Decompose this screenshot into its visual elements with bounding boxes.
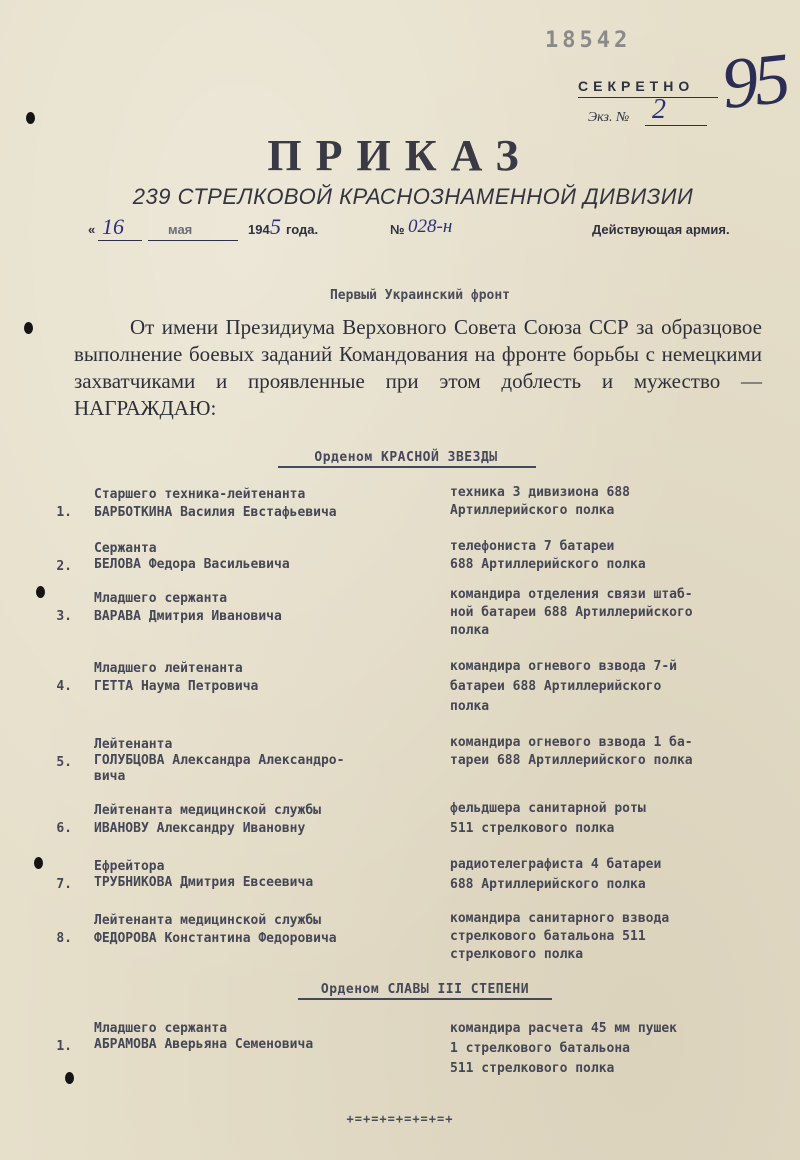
recipient-unit: техника 3 дивизиона 688	[450, 485, 631, 500]
recipient-unit: 511 стрелкового полка	[450, 1061, 615, 1076]
preamble: От имени Президиума Верховного Совета Союза ССР за образцовое выполнение боевых заданий Командования на фронте борьбы с немецкими захватчиками и проявленные при этом доблесть и мужество — НАГРАЖДАЮ:	[74, 315, 762, 420]
date-quote: «	[88, 222, 96, 237]
section-heading: Орденом КРАСНОЙ ЗВЕЗДЫ	[314, 450, 498, 465]
recipient-name: ГОЛУБЦОВА Александра Александро-	[94, 753, 345, 768]
folio-number: 95	[717, 37, 790, 125]
recipient-unit: стрелкового полка	[450, 947, 584, 962]
entry-number: 7.	[56, 877, 72, 892]
recipient-unit: радиотелеграфиста 4 батареи	[450, 857, 662, 872]
date-year-suffix: 5	[270, 214, 281, 239]
order-number-value: 028-н	[408, 216, 453, 237]
entry-number: 6.	[56, 821, 72, 836]
order-number-label: №	[390, 222, 405, 237]
entry-number: 2.	[56, 559, 72, 574]
date-year-label: года.	[286, 222, 319, 237]
recipient-rank: Младшего сержанта	[94, 1021, 228, 1036]
recipient-unit: 688 Артиллерийского полка	[450, 877, 646, 892]
recipient-rank: Ефрейтора	[94, 859, 165, 874]
recipient-unit: фельдшера санитарной роты	[450, 801, 646, 816]
binder-hole	[65, 1072, 74, 1084]
recipient-rank: Старшего техника-лейтенанта	[94, 487, 306, 502]
entry-number: 1.	[56, 1039, 72, 1054]
section-heading-underline	[298, 998, 552, 1000]
recipient-rank: Лейтенанта медицинской службы	[94, 913, 321, 928]
recipient-unit: полка	[450, 623, 490, 638]
binder-hole	[26, 112, 35, 124]
recipient-unit: стрелкового батальона 511	[450, 929, 646, 944]
copy-number-label: Экз. №	[588, 110, 630, 125]
recipient-unit: Артиллерийского полка	[450, 503, 615, 518]
recipient-name: ВАРАВА Дмитрия Ивановича	[94, 609, 282, 624]
recipient-unit: 511 стрелкового полка	[450, 821, 615, 836]
date-year-prefix: 194	[248, 222, 270, 237]
date-day-underline	[98, 240, 142, 241]
date-month-underline	[148, 240, 238, 241]
copy-number-value: 2	[652, 94, 666, 125]
recipient-rank: Сержанта	[94, 541, 157, 556]
recipient-unit: тареи 688 Артиллерийского полка	[450, 753, 693, 768]
recipient-unit: 688 Артиллерийского полка	[450, 557, 646, 572]
entry-number: 5.	[56, 755, 72, 770]
date-day: 16	[102, 214, 124, 239]
division-name: 239 СТРЕЛКОВОЙ КРАСНОЗНАМЕННОЙ ДИВИЗИИ	[132, 184, 694, 209]
entry-number: 1.	[56, 505, 72, 520]
recipient-unit: командира санитарного взвода	[450, 911, 670, 926]
footer-ornament: +=+=+=+=+=+=+	[346, 1112, 454, 1126]
binder-hole	[24, 322, 33, 334]
recipient-name: АБРАМОВА Аверьяна Семеновича	[94, 1037, 314, 1052]
entry-number: 8.	[56, 931, 72, 946]
recipient-name: вича	[94, 769, 126, 784]
recipient-rank: Младшего лейтенанта	[94, 661, 243, 676]
recipient-unit: ной батареи 688 Артиллерийского	[450, 605, 693, 620]
location: Действующая армия.	[592, 222, 730, 237]
recipient-unit: командира отделения связи штаб-	[450, 587, 693, 602]
recipient-unit: батареи 688 Артиллерийского	[450, 679, 662, 694]
classification-underline	[578, 97, 718, 98]
recipient-rank: Лейтенанта медицинской службы	[94, 803, 321, 818]
recipient-rank: Лейтенанта	[94, 737, 173, 752]
recipient-unit: командира расчета 45 мм пушек	[450, 1021, 677, 1036]
entry-number: 4.	[56, 679, 72, 694]
section-heading: Орденом СЛАВЫ III СТЕПЕНИ	[320, 982, 530, 997]
recipient-unit: телефониста 7 батареи	[450, 539, 615, 554]
recipient-unit: полка	[450, 699, 490, 714]
recipient-name: ИВАНОВУ Александру Ивановну	[94, 821, 306, 836]
date-month: мая	[168, 222, 193, 237]
front-name: Первый Украинский фронт	[329, 288, 510, 303]
section-heading-underline	[278, 466, 536, 468]
recipient-rank: Младшего сержанта	[94, 591, 228, 606]
entry-number: 3.	[56, 609, 72, 624]
recipient-name: ТРУБНИКОВА Дмитрия Евсеевича	[94, 875, 314, 890]
classification-stamp: СЕКРЕТНО	[578, 78, 695, 94]
award-entry	[42, 1020, 677, 1146]
recipient-unit: 1 стрелкового батальона	[450, 1041, 631, 1056]
document-title: ПРИКАЗ	[267, 131, 533, 180]
recipient-name: ФЕДОРОВА Константина Федоровича	[94, 931, 337, 946]
recipient-unit: командира огневого взвода 7-й	[450, 659, 677, 674]
archive-number: 18542	[545, 28, 632, 53]
recipient-name: БЕЛОВА Федора Васильевича	[94, 557, 290, 572]
recipient-unit: командира огневого взвода 1 ба-	[450, 735, 693, 750]
recipient-name: ГЕТТА Наума Петровича	[94, 679, 259, 694]
recipient-name: БАРБОТКИНА Василия Евстафьевича	[94, 505, 337, 520]
